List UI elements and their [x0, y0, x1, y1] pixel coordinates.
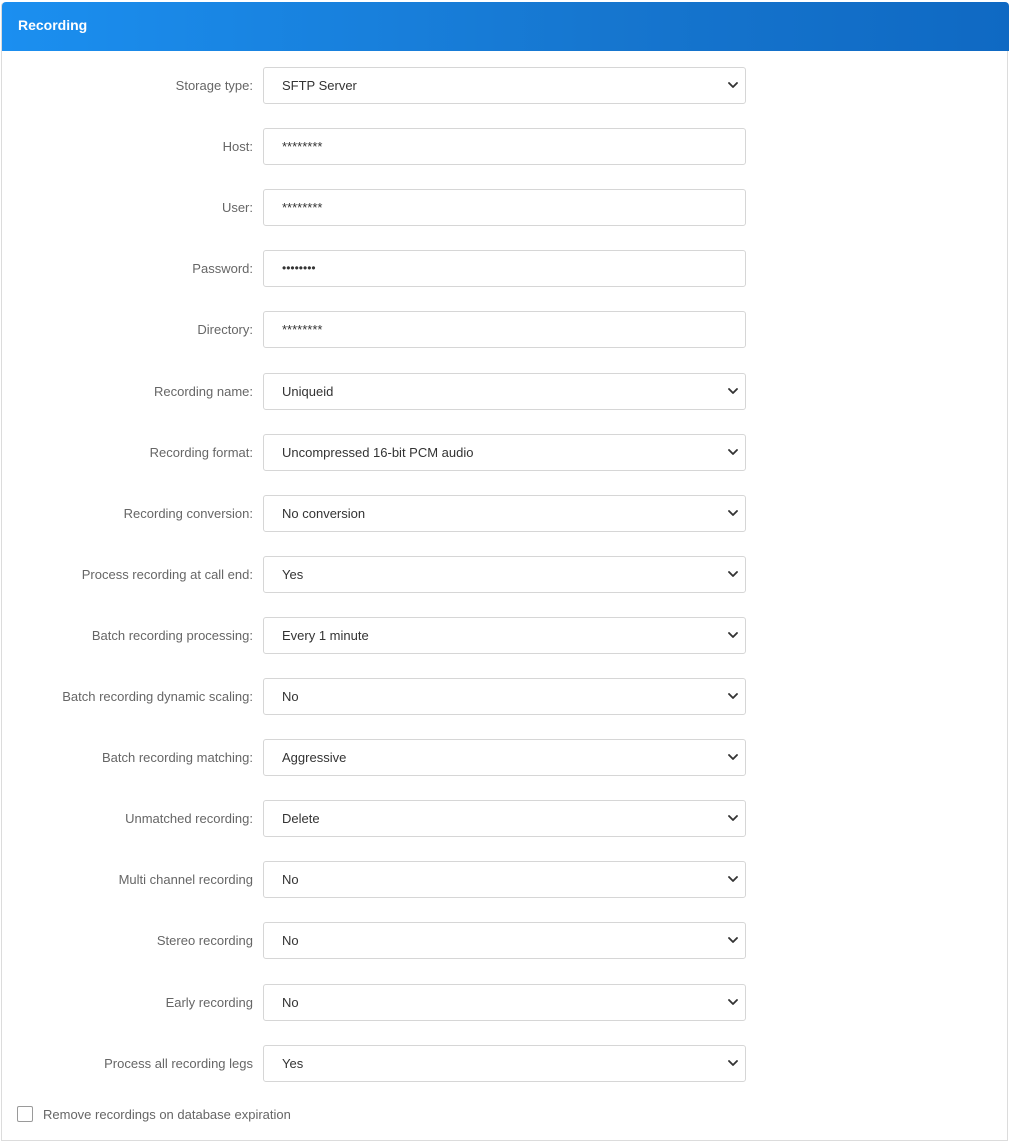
process-recording-at-call-end-select[interactable] — [263, 556, 746, 593]
panel-title: Recording — [18, 17, 88, 33]
storage-type-value: SFTP Server — [282, 78, 357, 93]
recording-name-label: Recording name: — [154, 384, 253, 399]
directory-input[interactable] — [263, 311, 746, 348]
directory-row — [0, 311, 1007, 348]
chevron-down-icon[interactable] — [728, 753, 738, 761]
batch-recording-matching-row — [0, 739, 1007, 776]
early-recording-value: No — [282, 995, 299, 1010]
chevron-down-icon[interactable] — [728, 387, 738, 395]
recording-conversion-value: No conversion — [282, 506, 366, 521]
chevron-down-icon[interactable] — [728, 998, 738, 1006]
batch-recording-dynamic-scaling-select[interactable] — [263, 678, 746, 715]
recording-format-row — [0, 434, 1007, 471]
early-recording-row — [0, 984, 1007, 1021]
user-value: ******** — [282, 200, 323, 215]
remove-recordings-label[interactable]: Remove recordings on database expiration — [43, 1107, 291, 1122]
storage-type-select[interactable] — [263, 67, 746, 104]
password-input[interactable] — [263, 250, 746, 287]
batch-recording-matching-label: Batch recording matching: — [101, 750, 253, 765]
multi-channel-recording-label: Multi channel recording — [118, 872, 253, 887]
process-all-recording-legs-label: Process all recording legs — [104, 1056, 253, 1071]
multi-channel-recording-value: No — [282, 872, 299, 887]
chevron-down-icon[interactable] — [728, 448, 738, 456]
chevron-down-icon[interactable] — [728, 692, 738, 700]
stereo-recording-row — [0, 922, 1007, 959]
batch-recording-processing-row — [0, 617, 1007, 654]
recording-format-label: Recording format: — [149, 445, 253, 460]
recording-conversion-row — [0, 495, 1007, 532]
chevron-down-icon[interactable] — [728, 81, 738, 89]
chevron-down-icon[interactable] — [728, 875, 738, 883]
chevron-down-icon[interactable] — [728, 570, 738, 578]
batch-recording-processing-value: Every 1 minute — [282, 628, 369, 643]
process-recording-at-call-end-value: Yes — [282, 567, 304, 582]
directory-label: Directory: — [197, 322, 253, 337]
user-input[interactable] — [263, 189, 746, 226]
recording-format-value: Uncompressed 16-bit PCM audio — [282, 445, 474, 460]
user-label: User: — [221, 200, 253, 215]
batch-recording-dynamic-scaling-value: No — [282, 689, 299, 704]
process-all-recording-legs-value: Yes — [282, 1056, 304, 1071]
host-label: Host: — [222, 139, 253, 154]
checkbox-icon[interactable] — [17, 1106, 33, 1122]
batch-recording-processing-label: Batch recording processing: — [91, 628, 253, 643]
user-row — [0, 189, 1007, 226]
host-row — [0, 128, 1007, 165]
process-recording-at-call-end-row — [0, 556, 1007, 593]
early-recording-select[interactable] — [263, 984, 746, 1021]
storage-type-label: Storage type: — [175, 78, 253, 93]
process-all-recording-legs-select[interactable] — [263, 1045, 746, 1082]
directory-value: ******** — [282, 322, 323, 337]
process-recording-at-call-end-label: Process recording at call end: — [81, 567, 253, 582]
password-value: •••••••• — [282, 261, 316, 275]
host-value: ******** — [282, 139, 323, 154]
host-input[interactable] — [263, 128, 746, 165]
early-recording-label: Early recording — [165, 995, 253, 1010]
stereo-recording-label: Stereo recording — [156, 933, 253, 948]
multi-channel-recording-select[interactable] — [263, 861, 746, 898]
chevron-down-icon[interactable] — [728, 1059, 738, 1067]
chevron-down-icon[interactable] — [728, 631, 738, 639]
batch-recording-matching-value: Aggressive — [282, 750, 347, 765]
chevron-down-icon[interactable] — [728, 509, 738, 517]
unmatched-recording-label: Unmatched recording: — [125, 811, 253, 826]
recording-name-row — [0, 373, 1007, 410]
storage-type-row — [0, 67, 1007, 104]
recording-name-select[interactable] — [263, 373, 746, 410]
process-all-recording-legs-row — [0, 1045, 1007, 1082]
multi-channel-recording-row — [0, 861, 1007, 898]
batch-recording-processing-select[interactable] — [263, 617, 746, 654]
unmatched-recording-select[interactable] — [263, 800, 746, 837]
recording-conversion-label: Recording conversion: — [123, 506, 253, 521]
remove-recordings-option[interactable] — [17, 1106, 417, 1124]
recording-name-value: Uniqueid — [282, 384, 334, 399]
stereo-recording-select[interactable] — [263, 922, 746, 959]
stereo-recording-value: No — [282, 933, 299, 948]
unmatched-recording-row — [0, 800, 1007, 837]
panel-header — [2, 2, 1009, 51]
batch-recording-dynamic-scaling-label: Batch recording dynamic scaling: — [62, 689, 253, 704]
recording-conversion-select[interactable] — [263, 495, 746, 532]
batch-recording-matching-select[interactable] — [263, 739, 746, 776]
password-row — [0, 250, 1007, 287]
chevron-down-icon[interactable] — [728, 814, 738, 822]
batch-recording-dynamic-scaling-row — [0, 678, 1007, 715]
unmatched-recording-value: Delete — [282, 811, 320, 826]
recording-format-select[interactable] — [263, 434, 746, 471]
chevron-down-icon[interactable] — [728, 936, 738, 944]
password-label: Password: — [192, 261, 253, 276]
